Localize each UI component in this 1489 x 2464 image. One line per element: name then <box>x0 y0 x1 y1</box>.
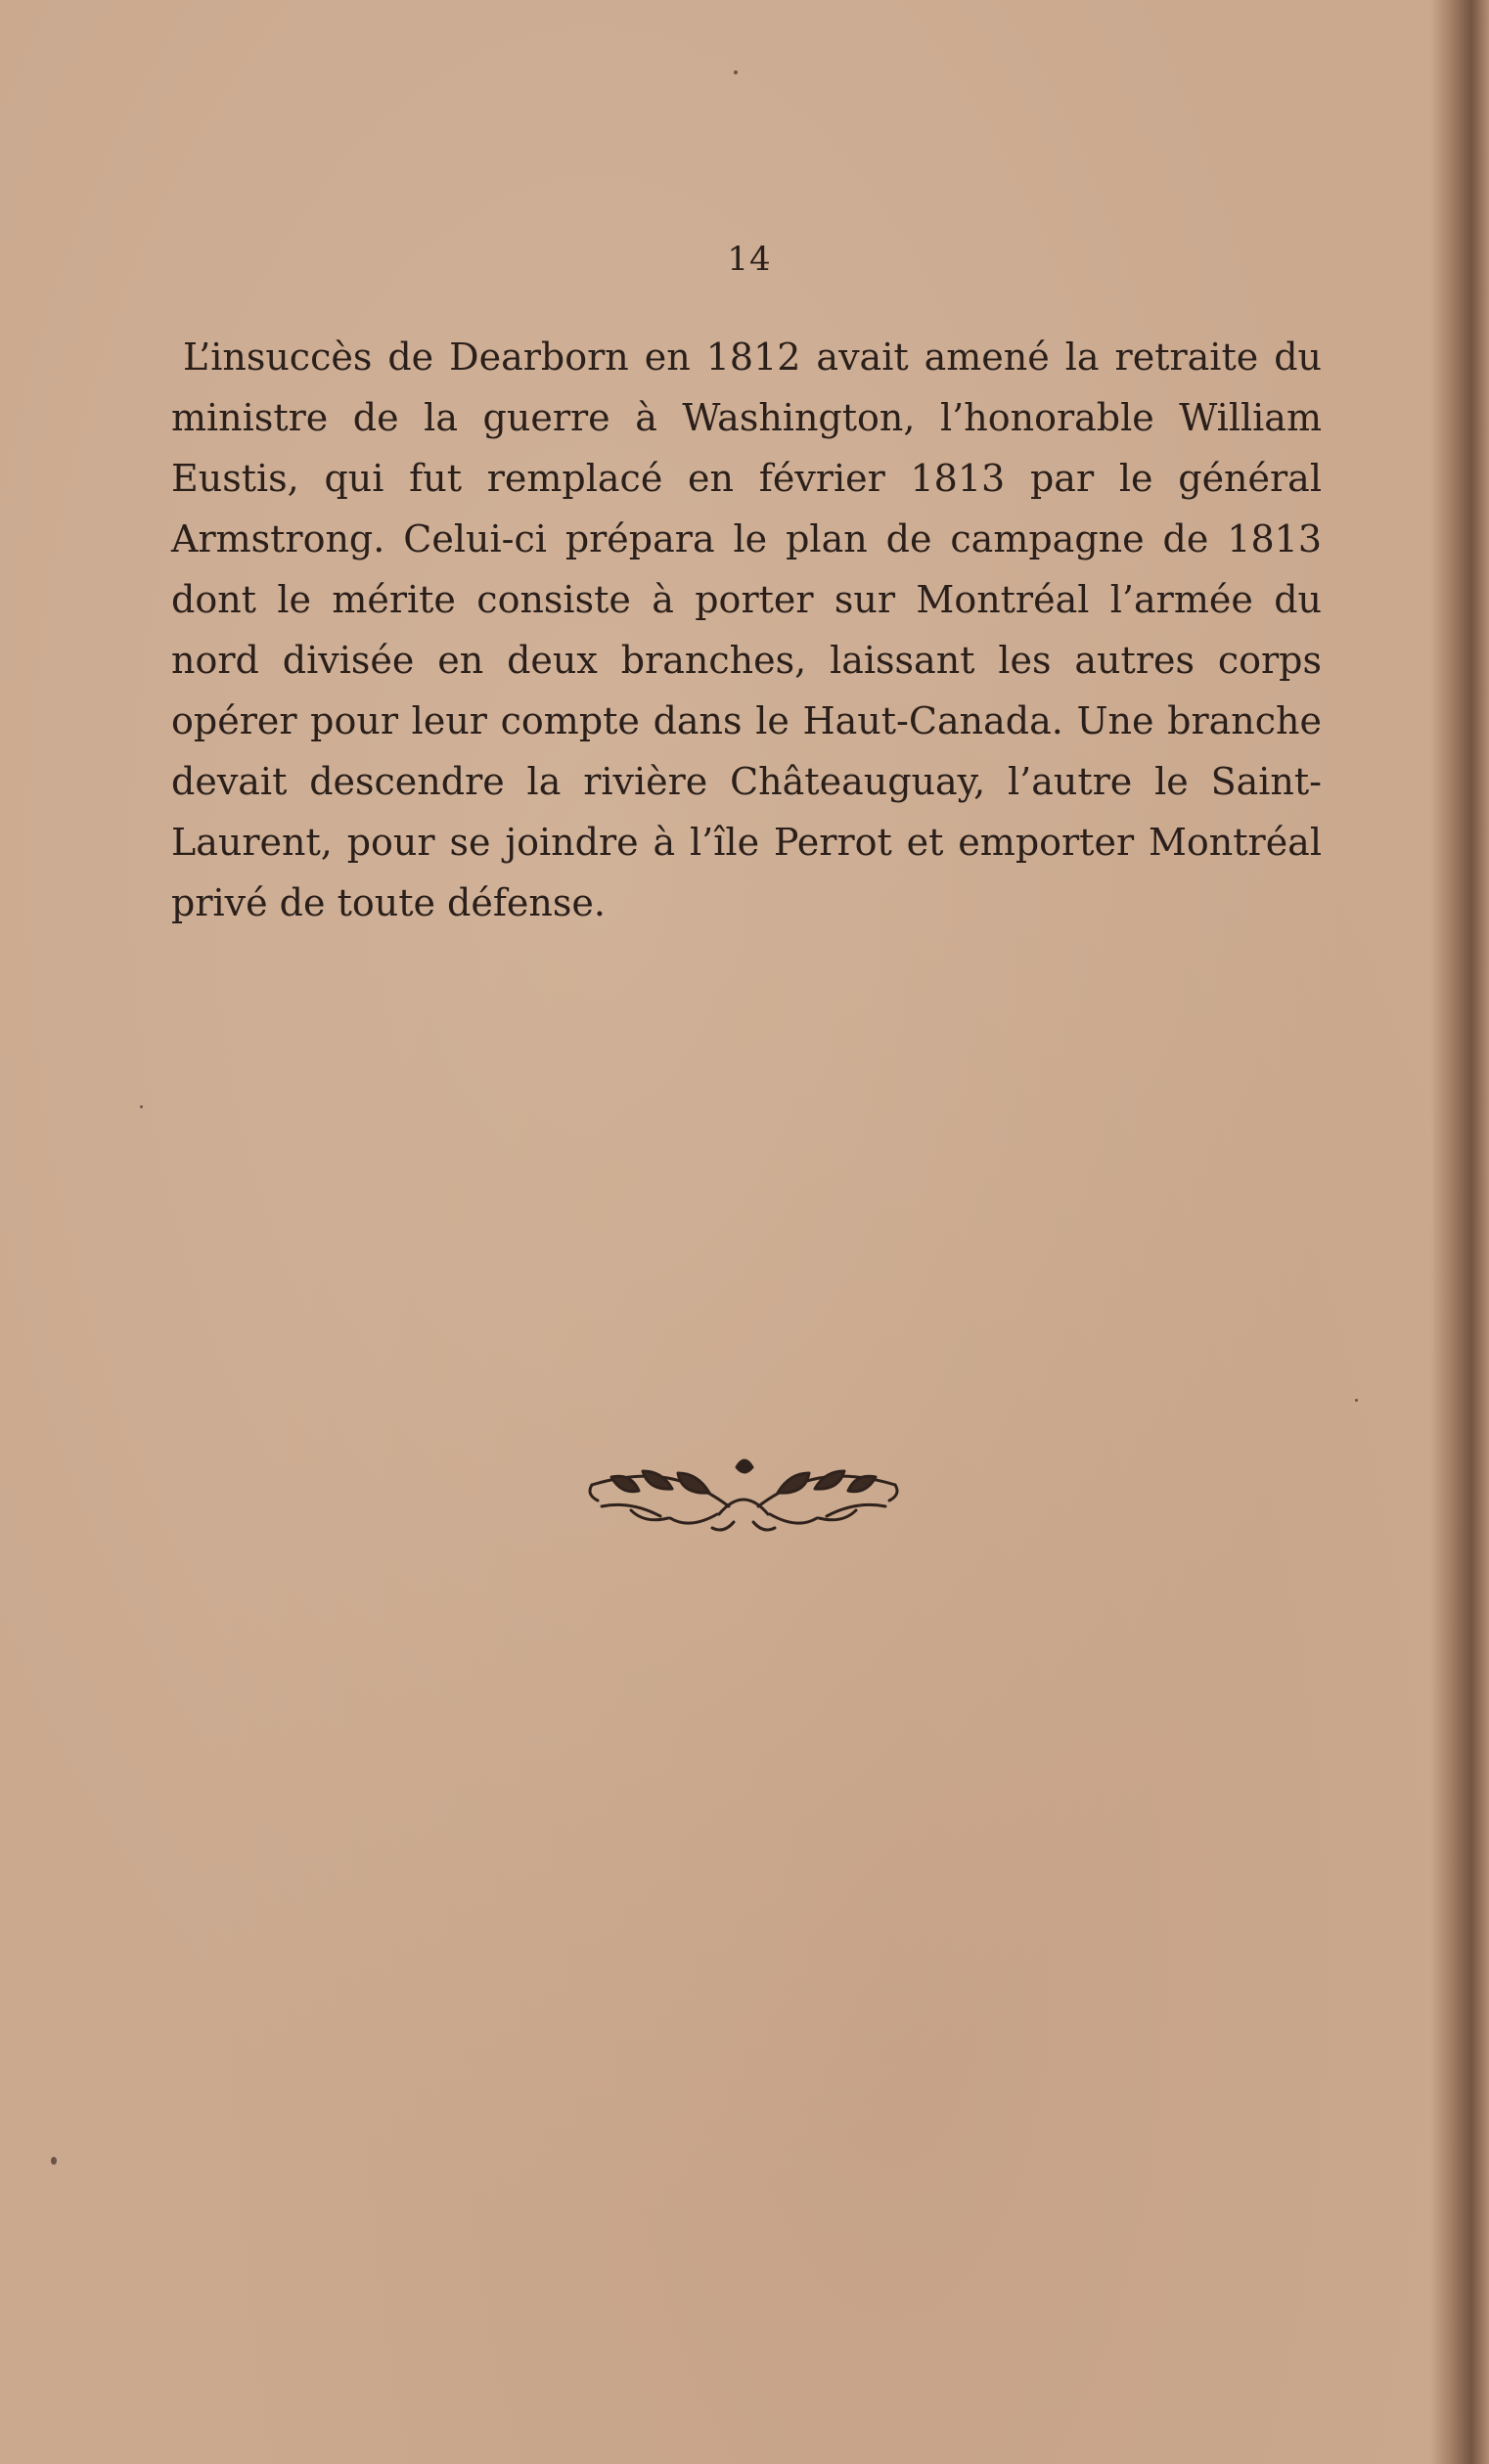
floral-fleuron-icon <box>572 1438 915 1546</box>
paper-speck <box>140 1105 143 1108</box>
body-paragraph: L’insuccès de Dearborn en 1812 avait amené la retraite du ministre de la guerre à Washington, l’honorable William Eustis, qui fut remplacé en février 1813 par le général Armstrong. Celui-ci prépara le plan de campagne de 1813 dont le mérite consiste à porter sur Montréal l’armée du nord divisée en deux branches, laissant les autres corps opérer pour leur compte dans le Haut-Canada. Une branche devait descendre la rivière Châteauguay, l’autre le Saint-Laurent, pour se joindre à l’île Perrot et emporter Montréal privé de toute défense. <box>171 336 1322 924</box>
paper-speck <box>51 2157 57 2165</box>
book-spine-shadow <box>1430 0 1489 2464</box>
page-number: 14 <box>727 240 772 279</box>
paper-speck <box>1355 1399 1358 1402</box>
paper-speck <box>734 70 738 74</box>
